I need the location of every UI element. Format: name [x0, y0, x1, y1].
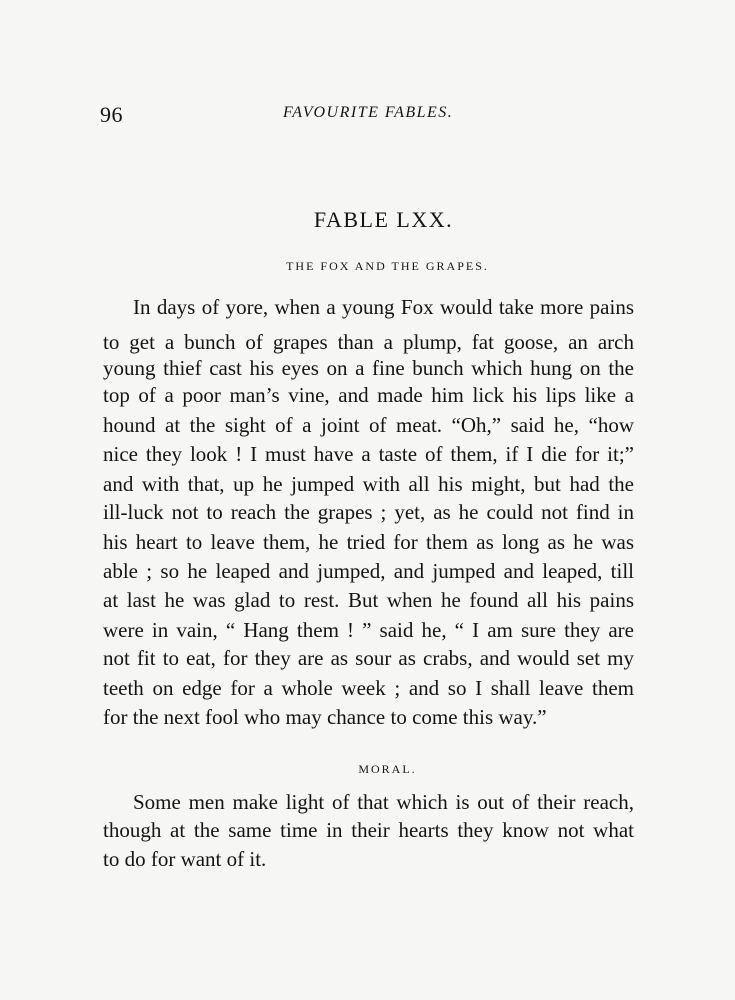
moral-line: Some men make light of that which is out of their reach,: [133, 790, 634, 814]
fable-title: FABLE LXX.: [313, 207, 454, 232]
body-line: to get a bunch of grapes than a plump, fat goose, an arch: [103, 330, 634, 354]
body-line: young thief cast his eyes on a fine bunch which hung on the: [103, 356, 634, 380]
moral-line: to do for want of it.: [103, 847, 267, 871]
body-line: and with that, up he jumped with all his might, but had the: [103, 472, 634, 496]
running-title: FAVOURITE FABLES.: [283, 104, 454, 121]
body-line: ill-luck not to reach the grapes ; yet, as he could not find in: [103, 500, 634, 524]
body-line: were in vain, “ Hang them ! ” said he, “ I am sure they are: [103, 618, 634, 642]
body-line: In days of yore, when a young Fox would take more pains: [133, 295, 634, 319]
moral-heading: MORAL.: [358, 762, 417, 776]
body-line: able ; so he leaped and jumped, and jumped and leaped, till: [103, 559, 634, 583]
body-line: his heart to leave them, he tried for them as long as he was: [103, 530, 634, 554]
body-line: for the next fool who may chance to come this way.”: [103, 705, 547, 729]
moral-line: though at the same time in their hearts they know not what: [103, 818, 634, 842]
fable-subtitle: THE FOX AND THE GRAPES.: [286, 259, 489, 273]
body-line: teeth on edge for a whole week ; and so I shall leave them: [103, 676, 634, 700]
body-line: hound at the sight of a joint of meat. “Oh,” said he, “how: [103, 413, 634, 437]
body-line: not fit to eat, for they are as sour as crabs, and would set my: [103, 646, 634, 670]
page-number: 96: [100, 102, 123, 127]
body-line: at last he was glad to rest. But when he found all his pains: [103, 588, 634, 612]
body-line: nice they look ! I must have a taste of them, if I die for it;”: [103, 442, 634, 466]
body-line: top of a poor man’s vine, and made him lick his lips like a: [103, 383, 634, 407]
